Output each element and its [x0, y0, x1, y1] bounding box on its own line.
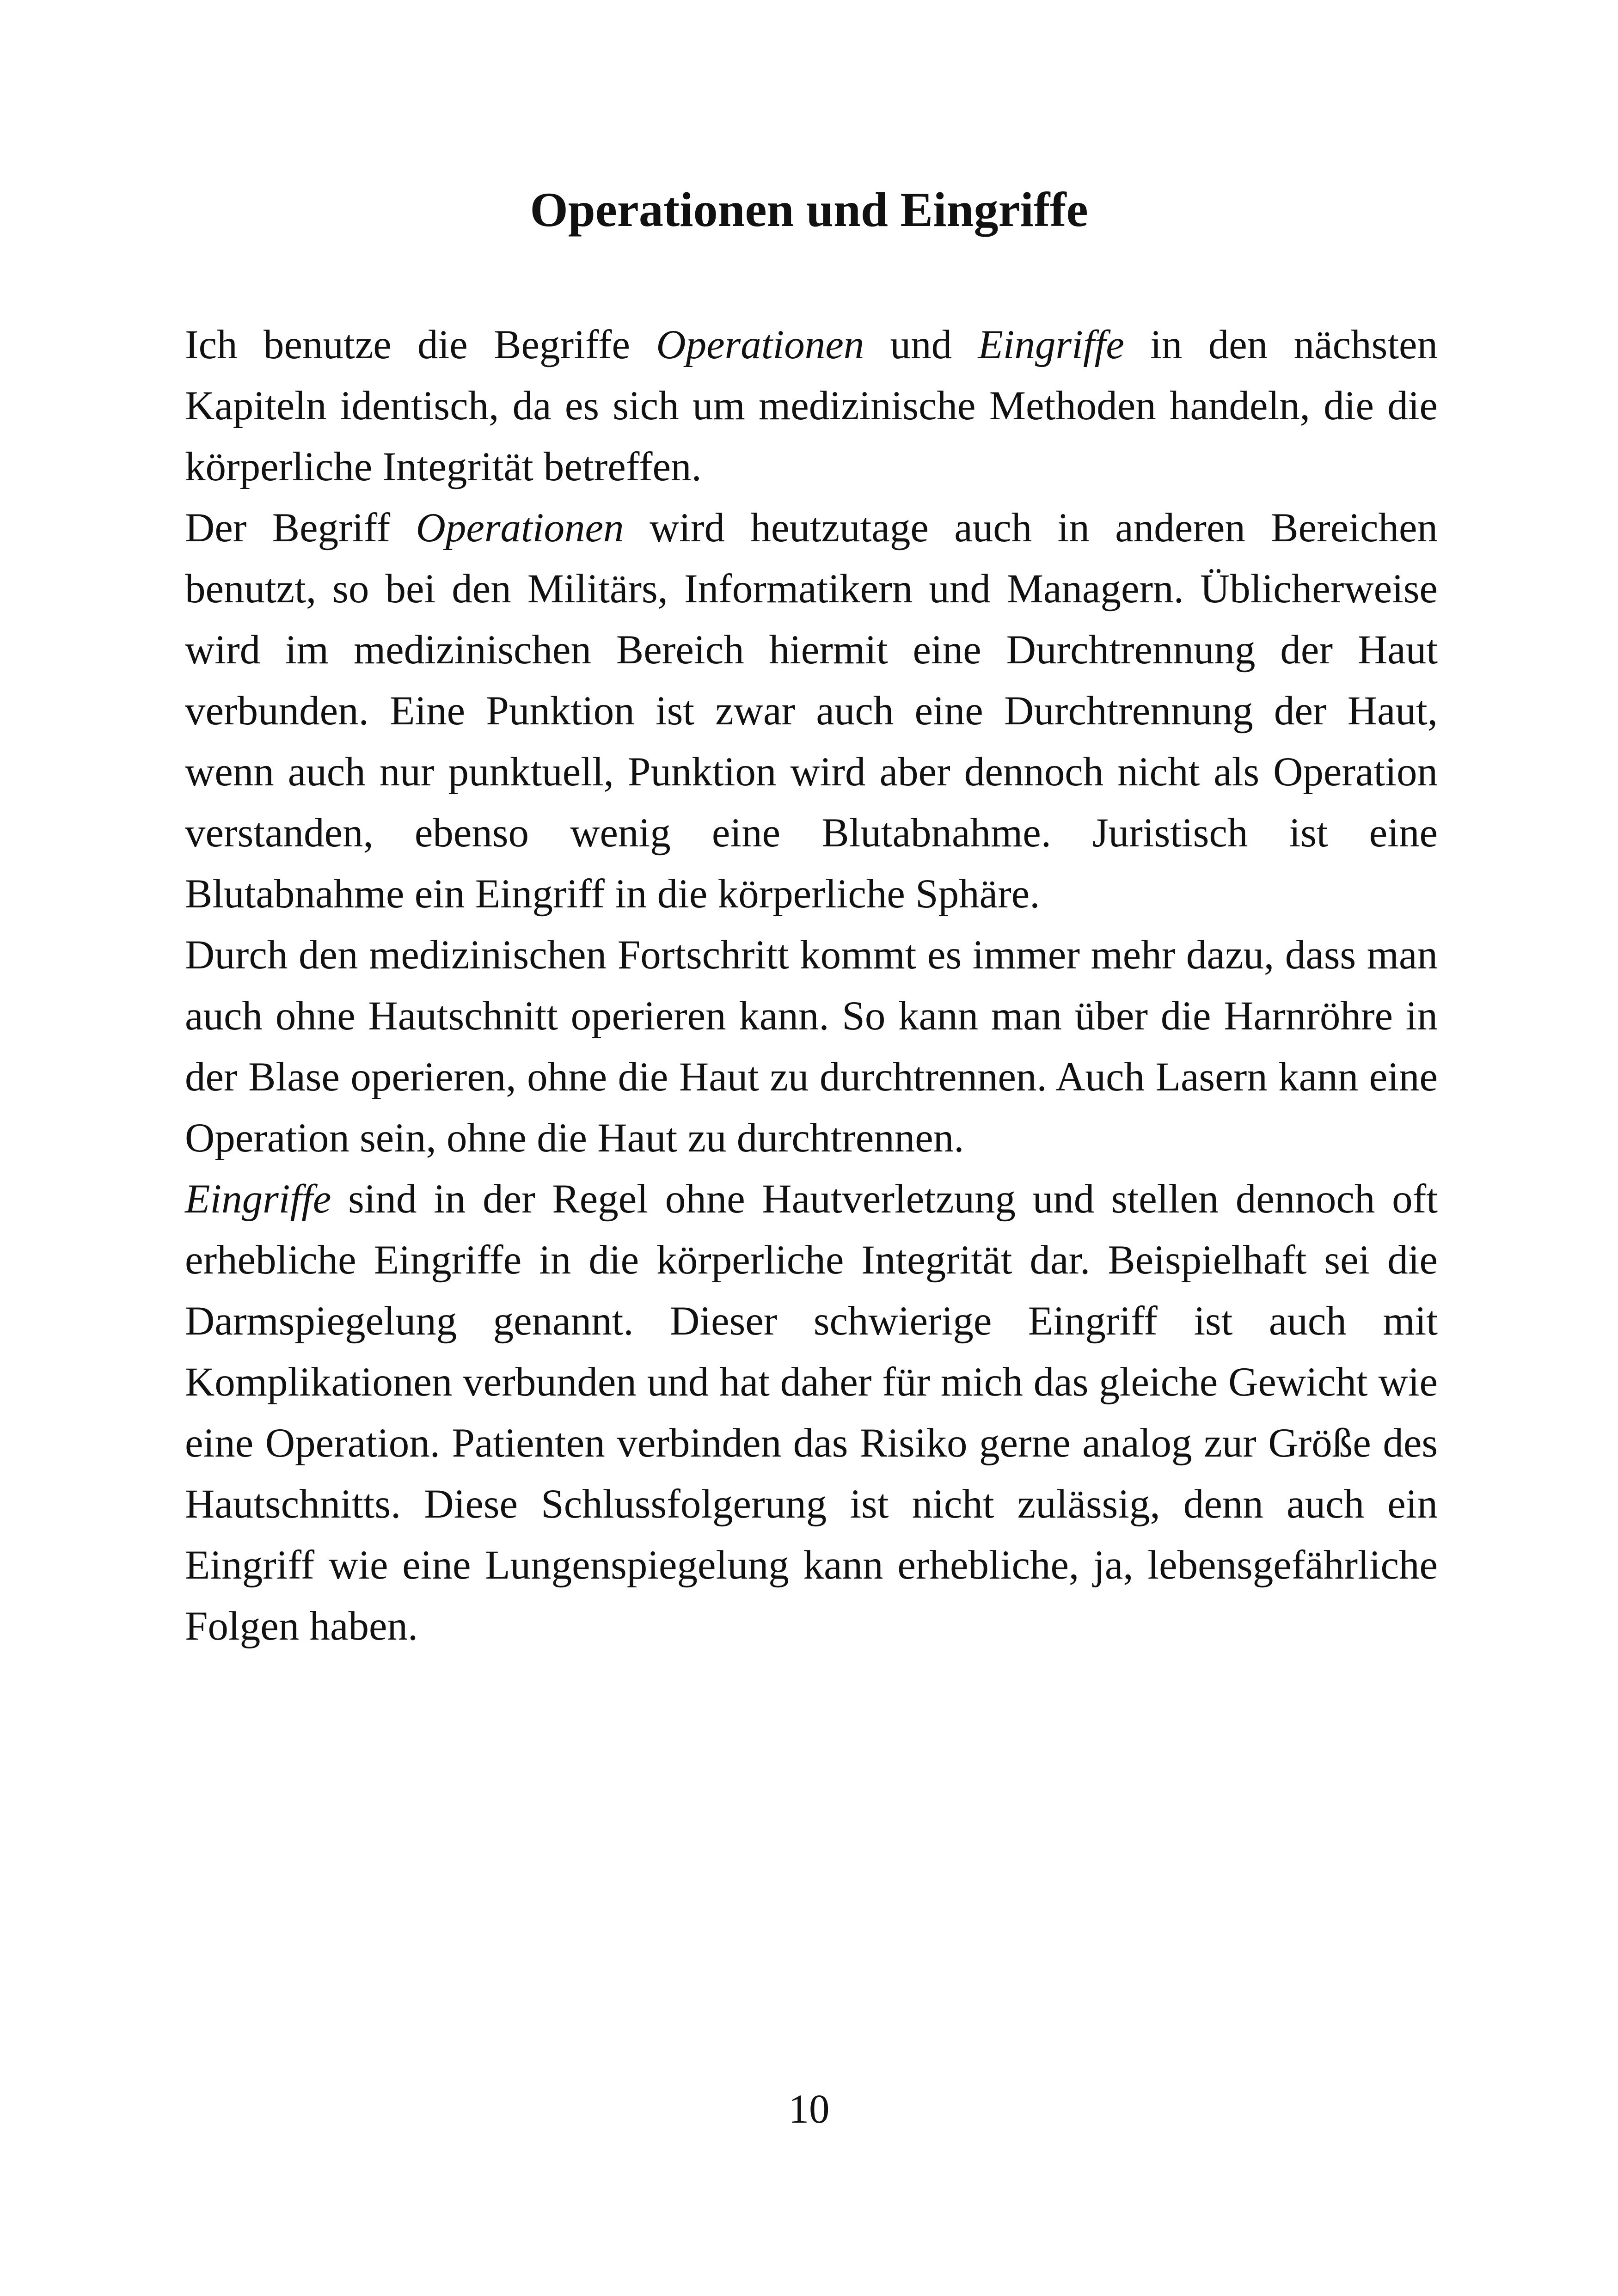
text-span: Durch den medizinischen Fortschritt kommt es immer mehr dazu, dass man auch ohne Hautschnitt operieren kann. So kann man über die Harnröhre in der Blase operieren, ohne die Haut zu durchtrennen. Auch Lasern kann eine Operation sein, ohne die Haut zu durchtrennen.: [185, 932, 1438, 1161]
text-span: wird heutzutage auch in anderen Bereichen benutzt, so bei den Militärs, Informatikern und Managern. Üblicherweise wird im medizinischen Bereich hiermit eine Durchtrennung der Haut verbunden. Eine Punktion ist zwar auch eine Durchtrennung der Haut, wenn auch nur punktuell, Punktion wird aber dennoch nicht als Operation verstanden, ebenso wenig eine Blutabnahme. Juristisch ist eine Blutabnahme ein Eingriff in die körperliche Sphäre.: [185, 505, 1438, 917]
emphasis-eingriffe: Eingriffe: [978, 322, 1124, 367]
text-span: sind in der Regel ohne Hautverletzung und stellen dennoch oft erhebliche Eingriffe in die körperliche Integrität dar. Beispielhaft sei die Darmspiegelung genannt. Dieser schwierige Eingriff ist auch mit Komplikationen verbunden und hat daher für mich das gleiche Gewicht wie eine Operation. Patienten verbinden das Risiko gerne analog zur Größe des Hautschnitts. Diese Schlussfolgerung ist nicht zulässig, denn auch ein Eingriff wie eine Lungenspiegelung kann erhebliche, ja, lebensgefährliche Folgen haben.: [185, 1176, 1438, 1649]
body-text: [185, 314, 1438, 1657]
emphasis-operationen: Operationen: [416, 505, 624, 551]
paragraph-3: [185, 925, 1438, 1169]
paragraph-2: [185, 497, 1438, 925]
paragraph-4: [185, 1169, 1438, 1657]
page-number: 10: [788, 2087, 830, 2132]
text-span: und: [864, 322, 978, 367]
chapter-title: Operationen und Eingriffe: [530, 183, 1088, 237]
emphasis-operationen: Operationen: [656, 322, 864, 367]
text-span: Ich benutze die Begriffe: [185, 322, 656, 367]
text-span: Der Begriff: [185, 505, 416, 551]
paragraph-1: [185, 314, 1438, 497]
emphasis-eingriffe: Eingriffe: [185, 1176, 331, 1222]
text-span: in den nächsten Kapiteln identisch, da es sich um medizinische Methoden handeln, die die körperliche Integrität betreffen.: [185, 322, 1438, 490]
